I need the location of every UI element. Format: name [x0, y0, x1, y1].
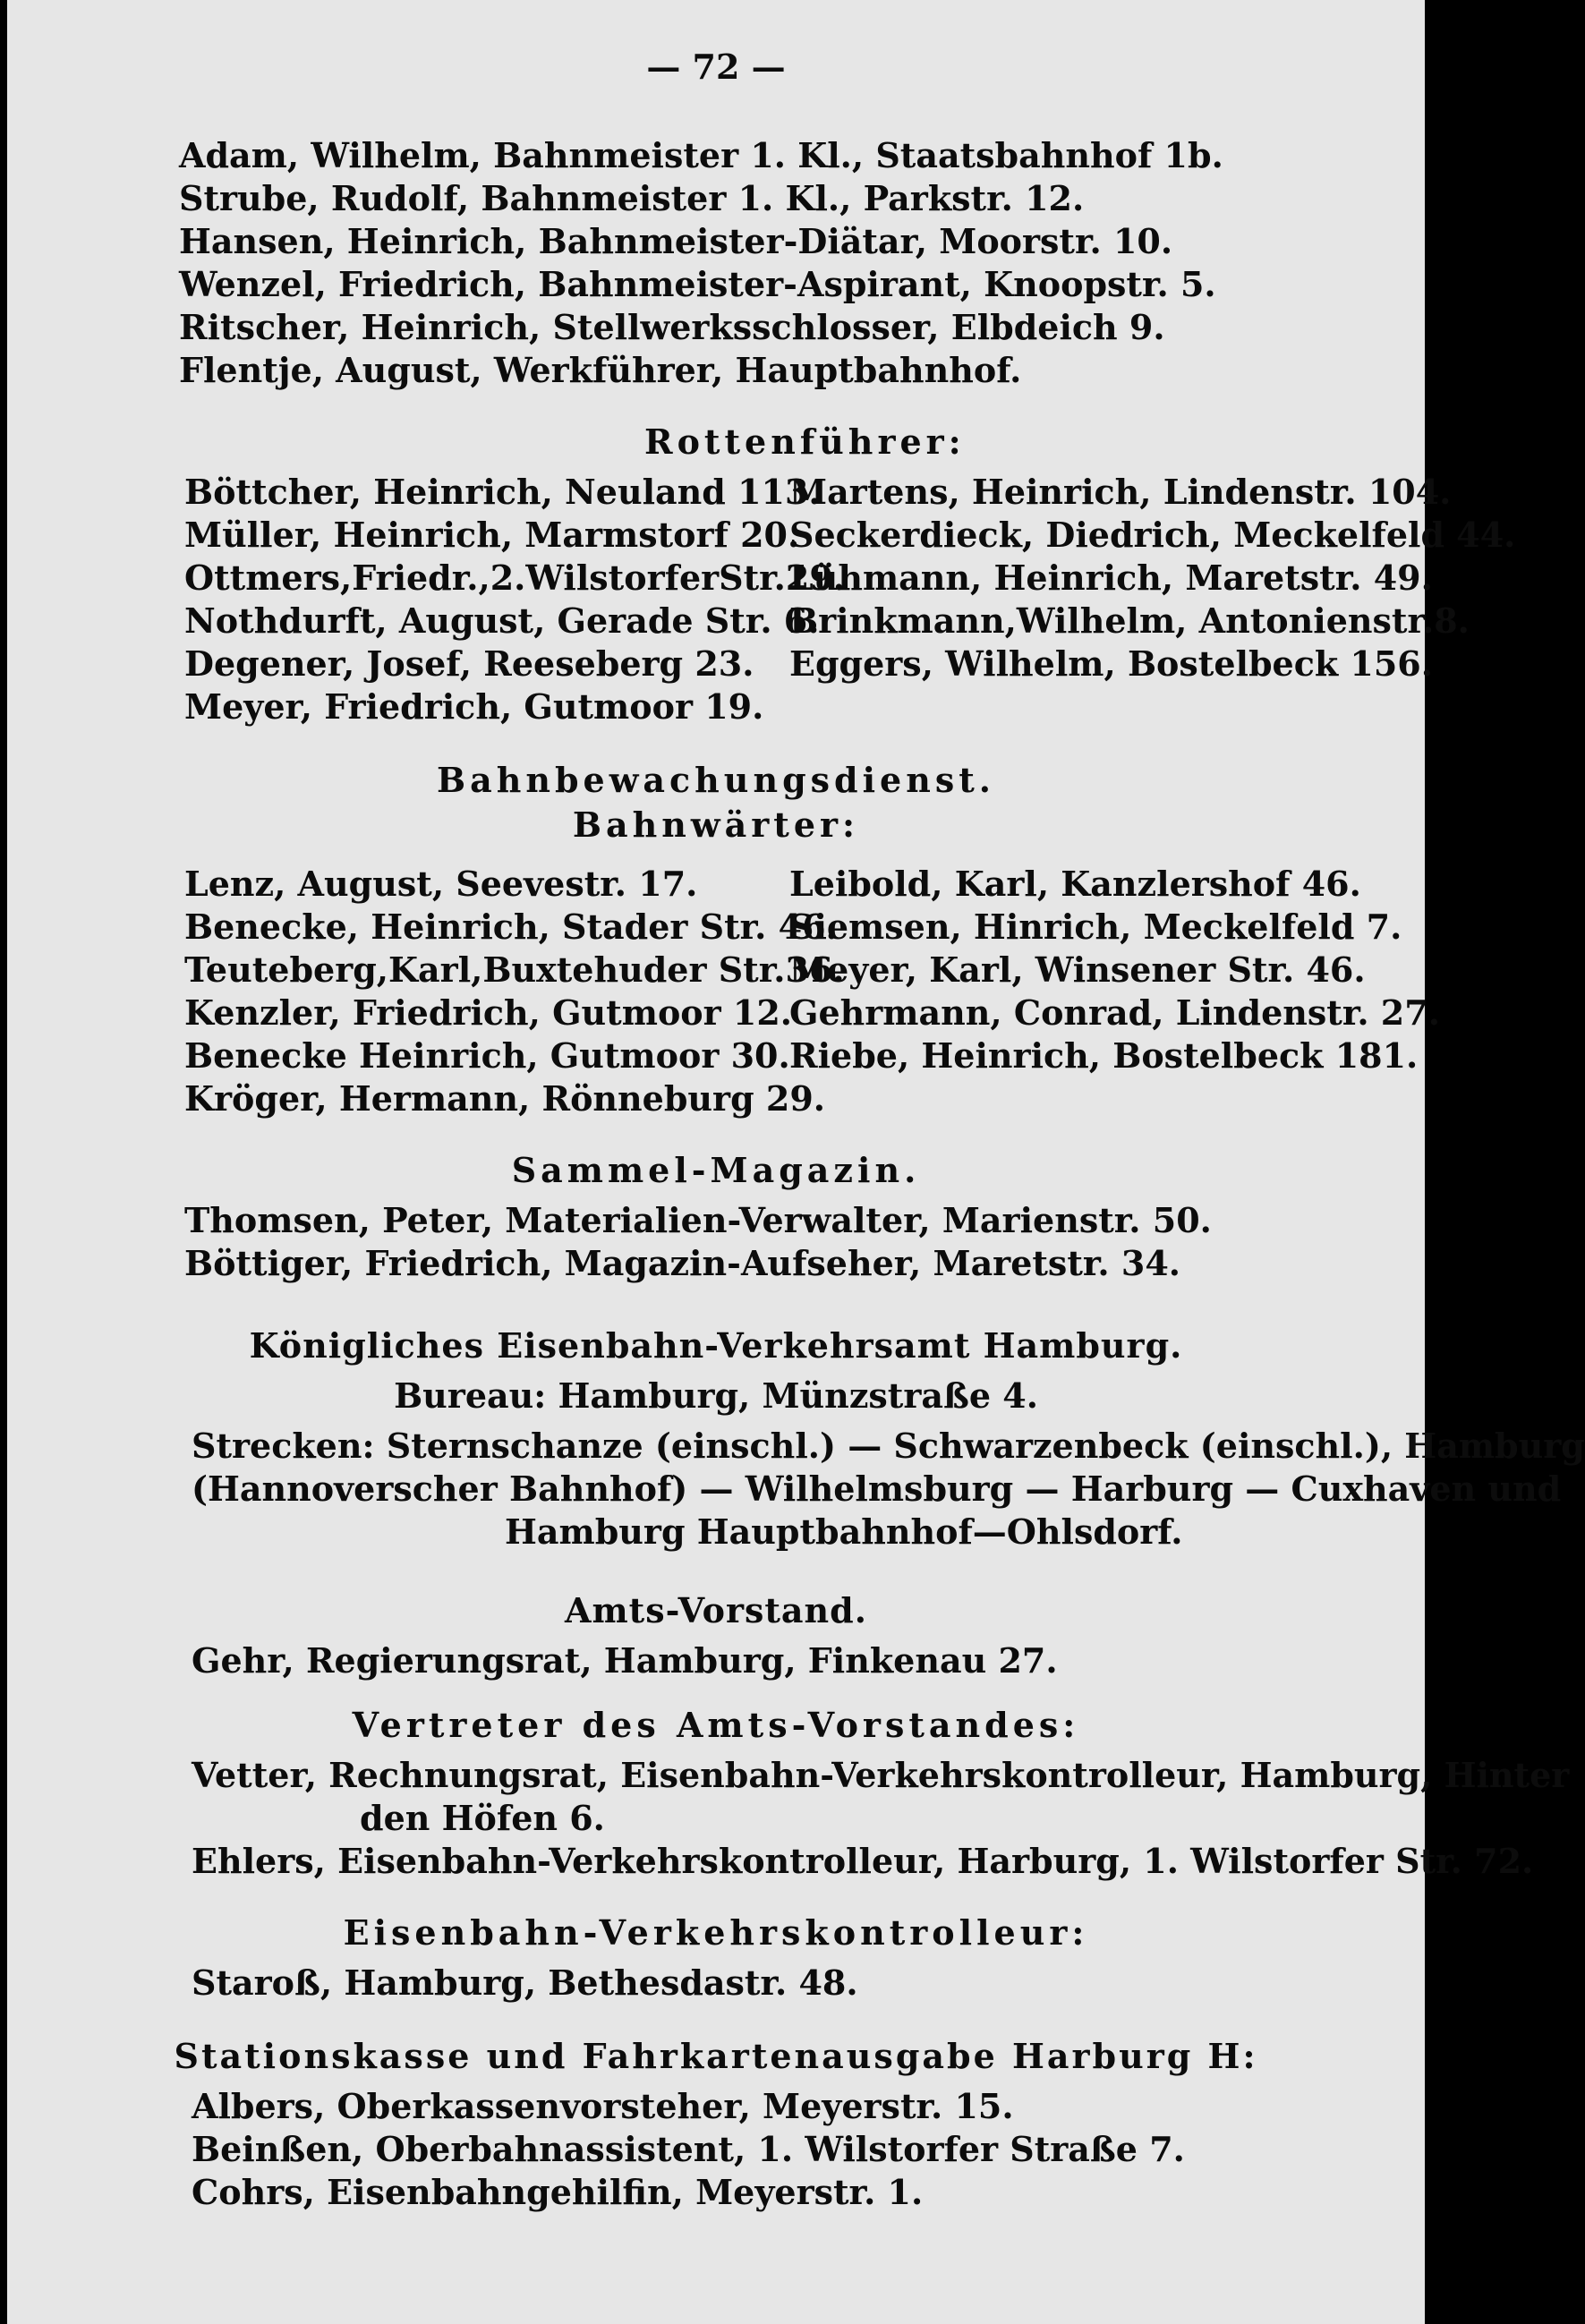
- entry-line: Albers, Oberkassenvorsteher, Meyerstr. 15.: [192, 2086, 1014, 2126]
- section-heading-amts-vorstand: Amts-Vorstand.: [564, 1590, 867, 1630]
- section-heading-bahnbewachung: Bahnbewachungsdienst.: [436, 760, 996, 800]
- section-heading-kontrolleur: Eisenbahn-Verkehrskontrolleur:: [343, 1912, 1089, 1953]
- entry-line: Meyer, Karl, Winsener Str. 46.: [789, 949, 1366, 990]
- strecken-line: Hamburg Hauptbahnhof—Ohlsdorf.: [505, 1511, 1183, 1552]
- entry-line: Teuteberg,Karl,Buxtehuder Str.36.: [184, 949, 845, 990]
- section-heading-vertreter: Vertreter des Amts-Vorstandes:: [352, 1705, 1080, 1745]
- entry-line: Thomsen, Peter, Materialien-Verwalter, Marienstr. 50.: [184, 1200, 1212, 1240]
- section-heading-sammel-magazin: Sammel-Magazin.: [511, 1150, 921, 1190]
- entry-line: Hansen, Heinrich, Bahnmeister-Diätar, Moorstr. 10.: [179, 221, 1173, 261]
- entry-line: Lühmann, Heinrich, Maretstr. 49.: [789, 558, 1433, 598]
- entry-line: Böttiger, Friedrich, Magazin-Aufseher, Maretstr. 34.: [184, 1243, 1180, 1283]
- entry-line: Vetter, Rechnungsrat, Eisenbahn-Verkehrskontrolleur, Hamburg, Hinter: [192, 1755, 1570, 1795]
- entry-line: Benecke, Heinrich, Stader Str. 46.: [184, 907, 838, 947]
- entry-line: Brinkmann,Wilhelm, Antonienstr.8.: [789, 600, 1470, 641]
- entry-line: Kenzler, Friedrich, Gutmoor 12.: [184, 992, 792, 1033]
- strecken-line: (Hannoverscher Bahnhof) — Wilhelmsburg — Harburg — Cuxhaven und: [192, 1468, 1562, 1509]
- entry-line: Ottmers,Friedr.,2.WilstorferStr.29.: [184, 558, 846, 598]
- bureau-line: Bureau: Hamburg, Münzstraße 4.: [394, 1375, 1038, 1416]
- section-heading-verkehrsamt: Königliches Eisenbahn-Verkehrsamt Hamburg.: [249, 1325, 1183, 1366]
- strecken-line: Strecken: Sternschanze (einschl.) — Schwarzenbeck (einschl.), Hamburg: [192, 1426, 1585, 1466]
- entry-line: den Höfen 6.: [360, 1798, 605, 1838]
- subheading-bahnwaerter: Bahnwärter:: [572, 804, 860, 845]
- entry-line: Nothdurft, August, Gerade Str. 6.: [184, 600, 820, 641]
- entry-line: Cohrs, Eisenbahngehilfin, Meyerstr. 1.: [192, 2172, 924, 2212]
- entry-line: Degener, Josef, Reeseberg 23.: [184, 643, 754, 684]
- entry-line: Staroß, Hamburg, Bethesdastr. 48.: [192, 1962, 858, 2003]
- entry-line: Martens, Heinrich, Lindenstr. 104.: [789, 472, 1452, 512]
- entry-line: Wenzel, Friedrich, Bahnmeister-Aspirant, Knoopstr. 5.: [179, 264, 1216, 304]
- entry-line: Ehlers, Eisenbahn-Verkehrskontrolleur, Harburg, 1. Wilstorfer Str. 72.: [192, 1841, 1534, 1881]
- entry-line: Riebe, Heinrich, Bostelbeck 181.: [789, 1035, 1419, 1076]
- entry-line: Lenz, August, Seevestr. 17.: [184, 864, 698, 904]
- section-heading-rottenfuehrer: Rottenführer:: [644, 421, 966, 462]
- entry-line: Benecke Heinrich, Gutmoor 30.: [184, 1035, 790, 1076]
- entry-line: Ritscher, Heinrich, Stellwerksschlosser, Elbdeich 9.: [179, 307, 1165, 347]
- entry-line: Kröger, Hermann, Rönneburg 29.: [184, 1078, 825, 1119]
- document-page: [7, 0, 1585, 2324]
- entry-line: Strube, Rudolf, Bahnmeister 1. Kl., Parkstr. 12.: [179, 178, 1085, 218]
- page-number: — 72 —: [646, 47, 786, 87]
- entry-line: Gehrmann, Conrad, Lindenstr. 27.: [789, 992, 1440, 1033]
- entry-line: Eggers, Wilhelm, Bostelbeck 156.: [789, 643, 1433, 684]
- entry-line: Seckerdieck, Diedrich, Meckelfeld 44.: [789, 515, 1516, 555]
- entry-line: Beinßen, Oberbahnassistent, 1. Wilstorfer Straße 7.: [192, 2129, 1185, 2169]
- entry-line: Böttcher, Heinrich, Neuland 113.: [184, 472, 821, 512]
- entry-line: Meyer, Friedrich, Gutmoor 19.: [184, 686, 764, 727]
- section-heading-stationskasse: Stationskasse und Fahrkartenausgabe Harburg H:: [174, 2036, 1258, 2076]
- entry-line: Gehr, Regierungsrat, Hamburg, Finkenau 27.: [192, 1640, 1058, 1681]
- entry-line: Adam, Wilhelm, Bahnmeister 1. Kl., Staatsbahnhof 1b.: [179, 135, 1223, 175]
- entry-line: Leibold, Karl, Kanzlershof 46.: [789, 864, 1361, 904]
- entry-line: Siemsen, Hinrich, Meckelfeld 7.: [789, 907, 1402, 947]
- entry-line: Müller, Heinrich, Marmstorf 20.: [184, 515, 800, 555]
- entry-line: Flentje, August, Werkführer, Hauptbahnhof.: [179, 350, 1022, 390]
